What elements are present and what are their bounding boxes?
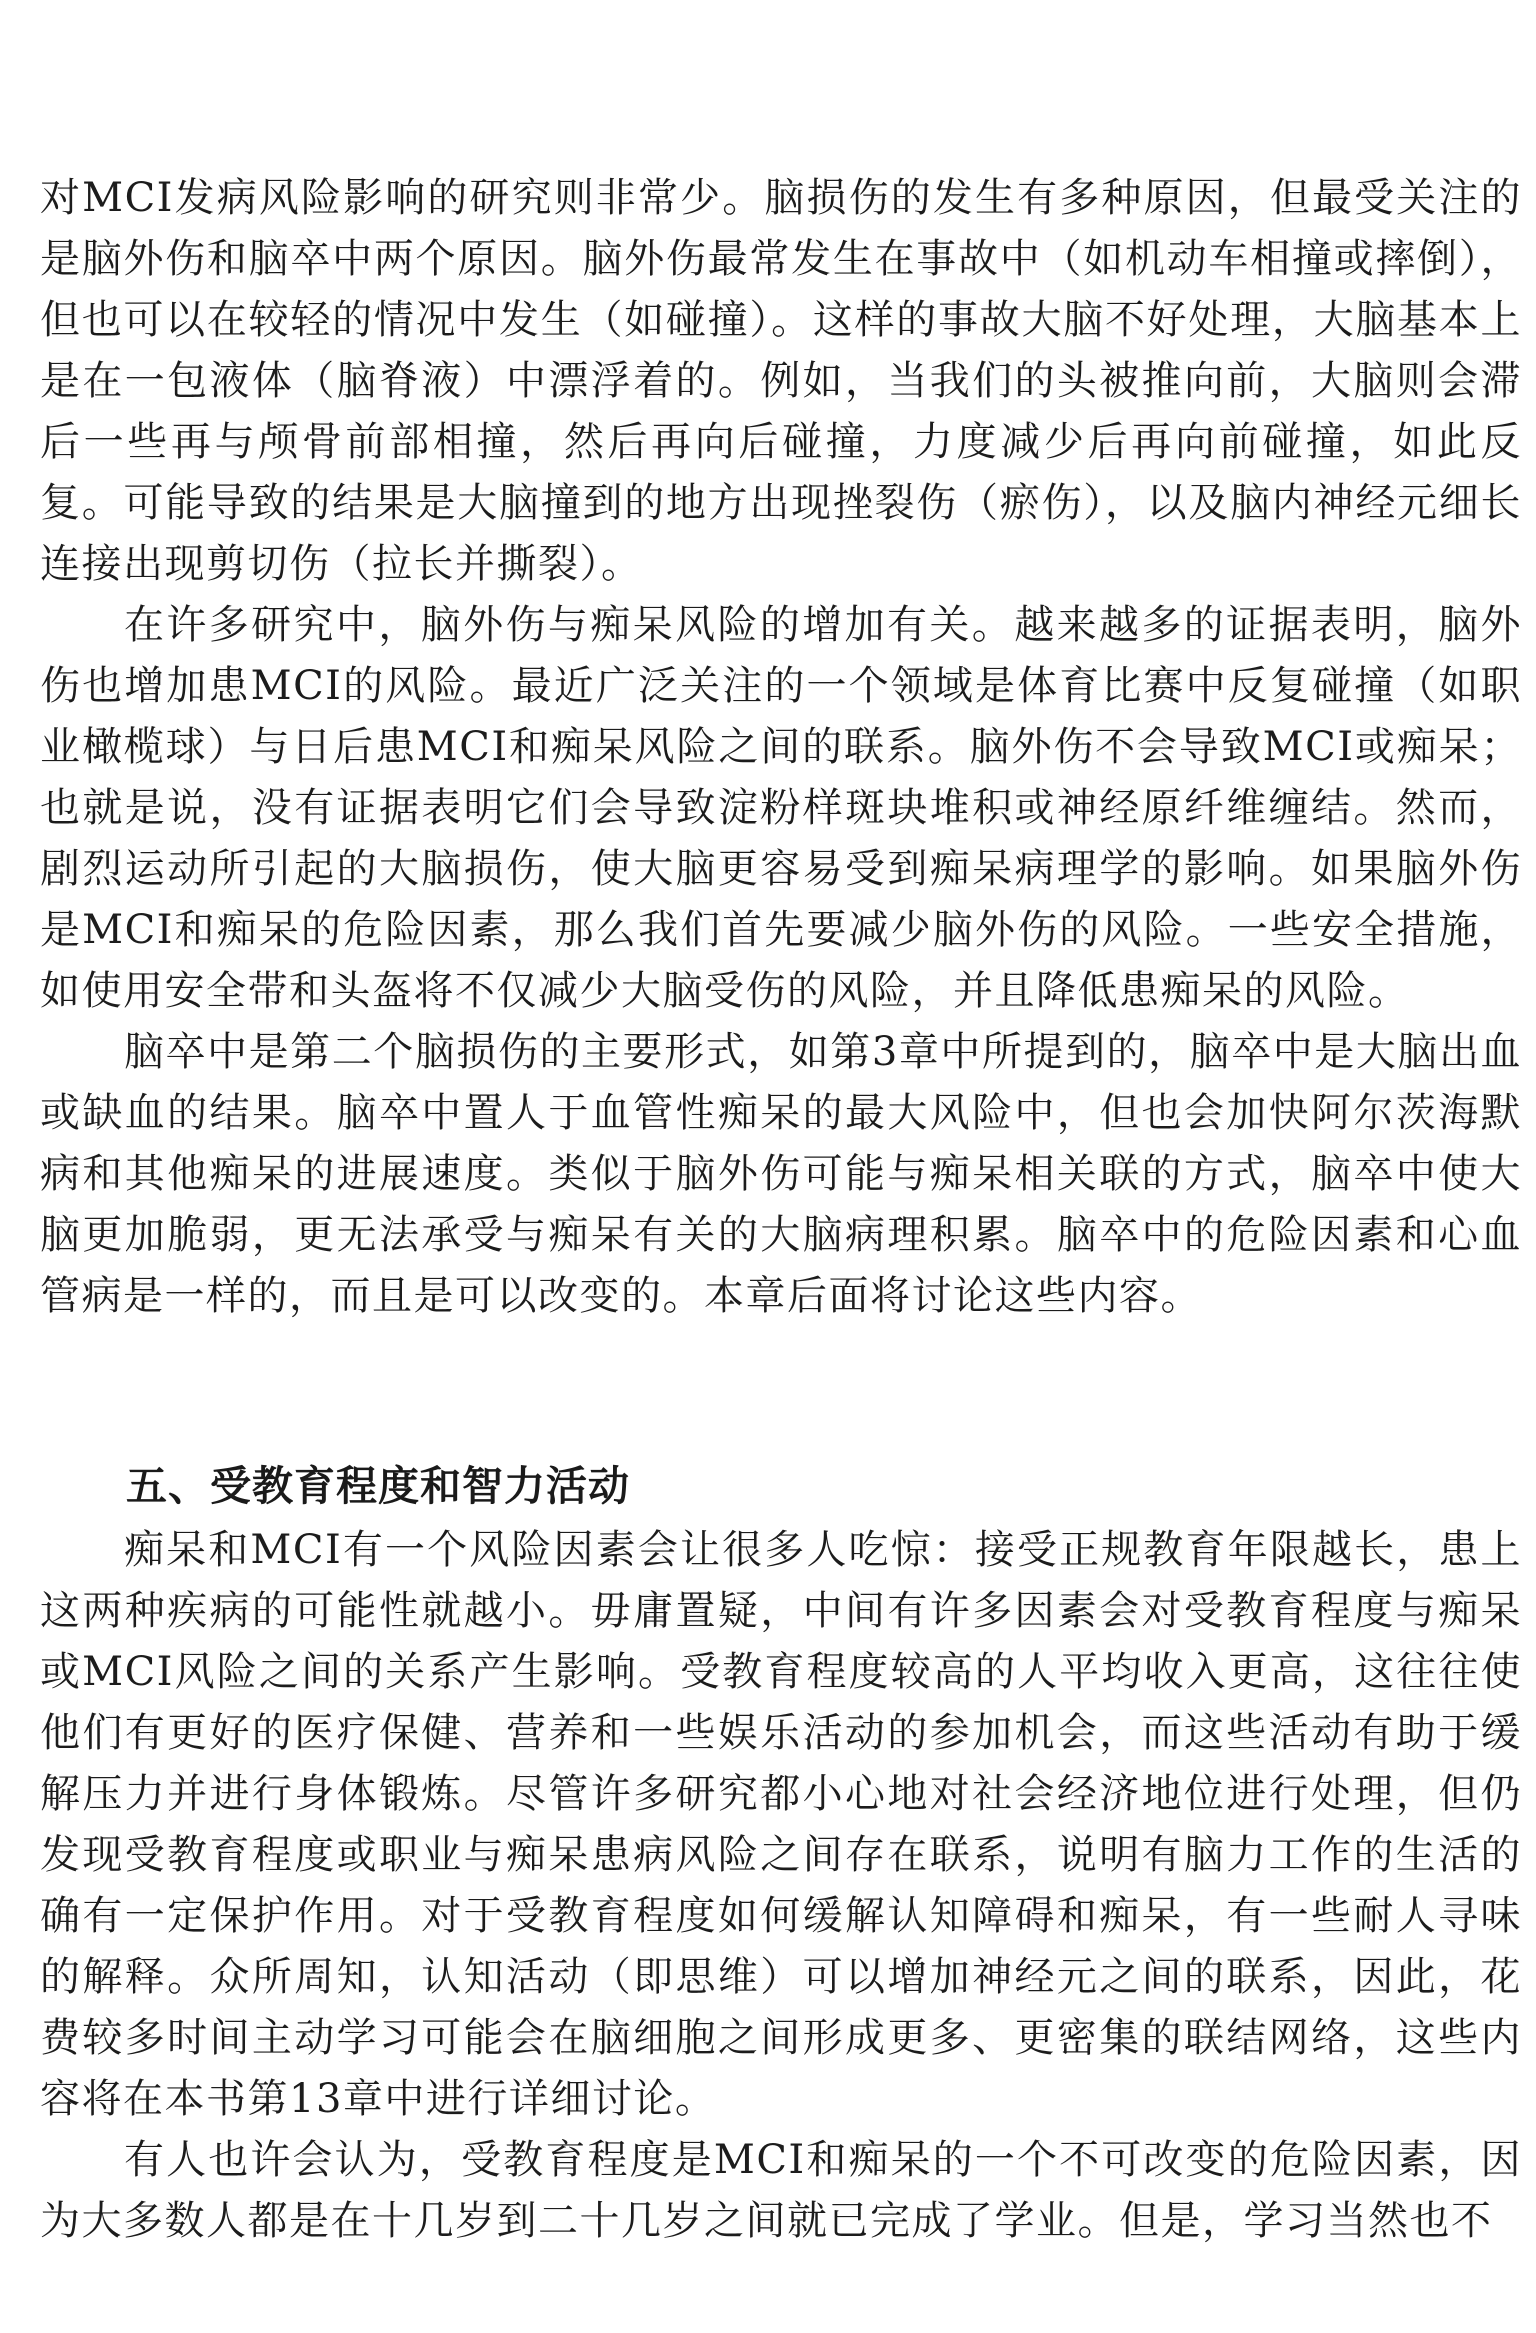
paragraph: 脑卒中是第二个脑损伤的主要形式，如第3章中所提到的，脑卒中是大脑出血或缺血的结果。脑卒中置人于血管性痴呆的最大风险中，但也会加快阿尔茨海默病和其他痴呆的进展速度。类似于脑外伤可能与痴呆相关联的方式，脑卒中使大脑更加脆弱，更无法承受与痴呆有关的大脑病理积累。脑卒中的危险因素和心血管病是一样的，而且是可以改变的。本章后面将讨论这些内容。 <box>40 1029 1522 1319</box>
paragraph: 痴呆和MCI有一个风险因素会让很多人吃惊：接受正规教育年限越长，患上这两种疾病的可能性就越小。毋庸置疑，中间有许多因素会对受教育程度与痴呆或MCI风险之间的关系产生影响。受教育程度较高的人平均收入更高，这往往使他们有更好的医疗保健、营养和一些娱乐活动的参加机会，而这些活动有助于缓解压力并进行身体锻炼。尽管许多研究都小心地对社会经济地位进行处理，但仍发现受教育程度或职业与痴呆患病风险之间存在联系，说明有脑力工作的生活的确有一定保护作用。对于受教育程度如何缓解认知障碍和痴呆，有一些耐人寻味的解释。众所周知，认知活动（即思维）可以增加神经元之间的联系，因此，花费较多时间主动学习可能会在脑细胞之间形成更多、更密集的联结网络，这些内容将在本书第13章中进行详细讨论。 <box>40 1527 1522 2122</box>
section-heading: 五、受教育程度和智力活动 <box>126 1462 630 1510</box>
paragraph-continued: 对MCI发病风险影响的研究则非常少。脑损伤的发生有多种原因，但最受关注的是脑外伤和脑卒中两个原因。脑外伤最常发生在事故中（如机动车相撞或摔倒），但也可以在较轻的情况中发生（如碰撞）。这样的事故大脑不好处理，大脑基本上是在一包液体（脑脊液）中漂浮着的。例如，当我们的头被推向前，大脑则会滞后一些再与颅骨前部相撞，然后再向后碰撞，力度减少后再向前碰撞，如此反复。可能导致的结果是大脑撞到的地方出现挫裂伤（瘀伤），以及脑内神经元细长连接出现剪切伤（拉长并撕裂）。 <box>40 175 1522 587</box>
paragraph: 在许多研究中，脑外伤与痴呆风险的增加有关。越来越多的证据表明，脑外伤也增加患MCI的风险。最近广泛关注的一个领域是体育比赛中反复碰撞（如职业橄榄球）与日后患MCI和痴呆风险之间的联系。脑外伤不会导致MCI或痴呆；也就是说，没有证据表明它们会导致淀粉样斑块堆积或神经原纤维缠结。然而，剧烈运动所引起的大脑损伤，使大脑更容易受到痴呆病理学的影响。如果脑外伤是MCI和痴呆的危险因素，那么我们首先要减少脑外伤的风险。一些安全措施，如使用安全带和头盔将不仅减少大脑受伤的风险，并且降低患痴呆的风险。 <box>40 602 1522 1014</box>
body-text-section-2 <box>40 1520 1522 2252</box>
body-text-section-1 <box>40 168 1522 1327</box>
paragraph: 有人也许会认为，受教育程度是MCI和痴呆的一个不可改变的危险因素，因为大多数人都是在十几岁到二十几岁之间就已完成了学业。但是，学习当然也不 <box>40 2137 1522 2244</box>
